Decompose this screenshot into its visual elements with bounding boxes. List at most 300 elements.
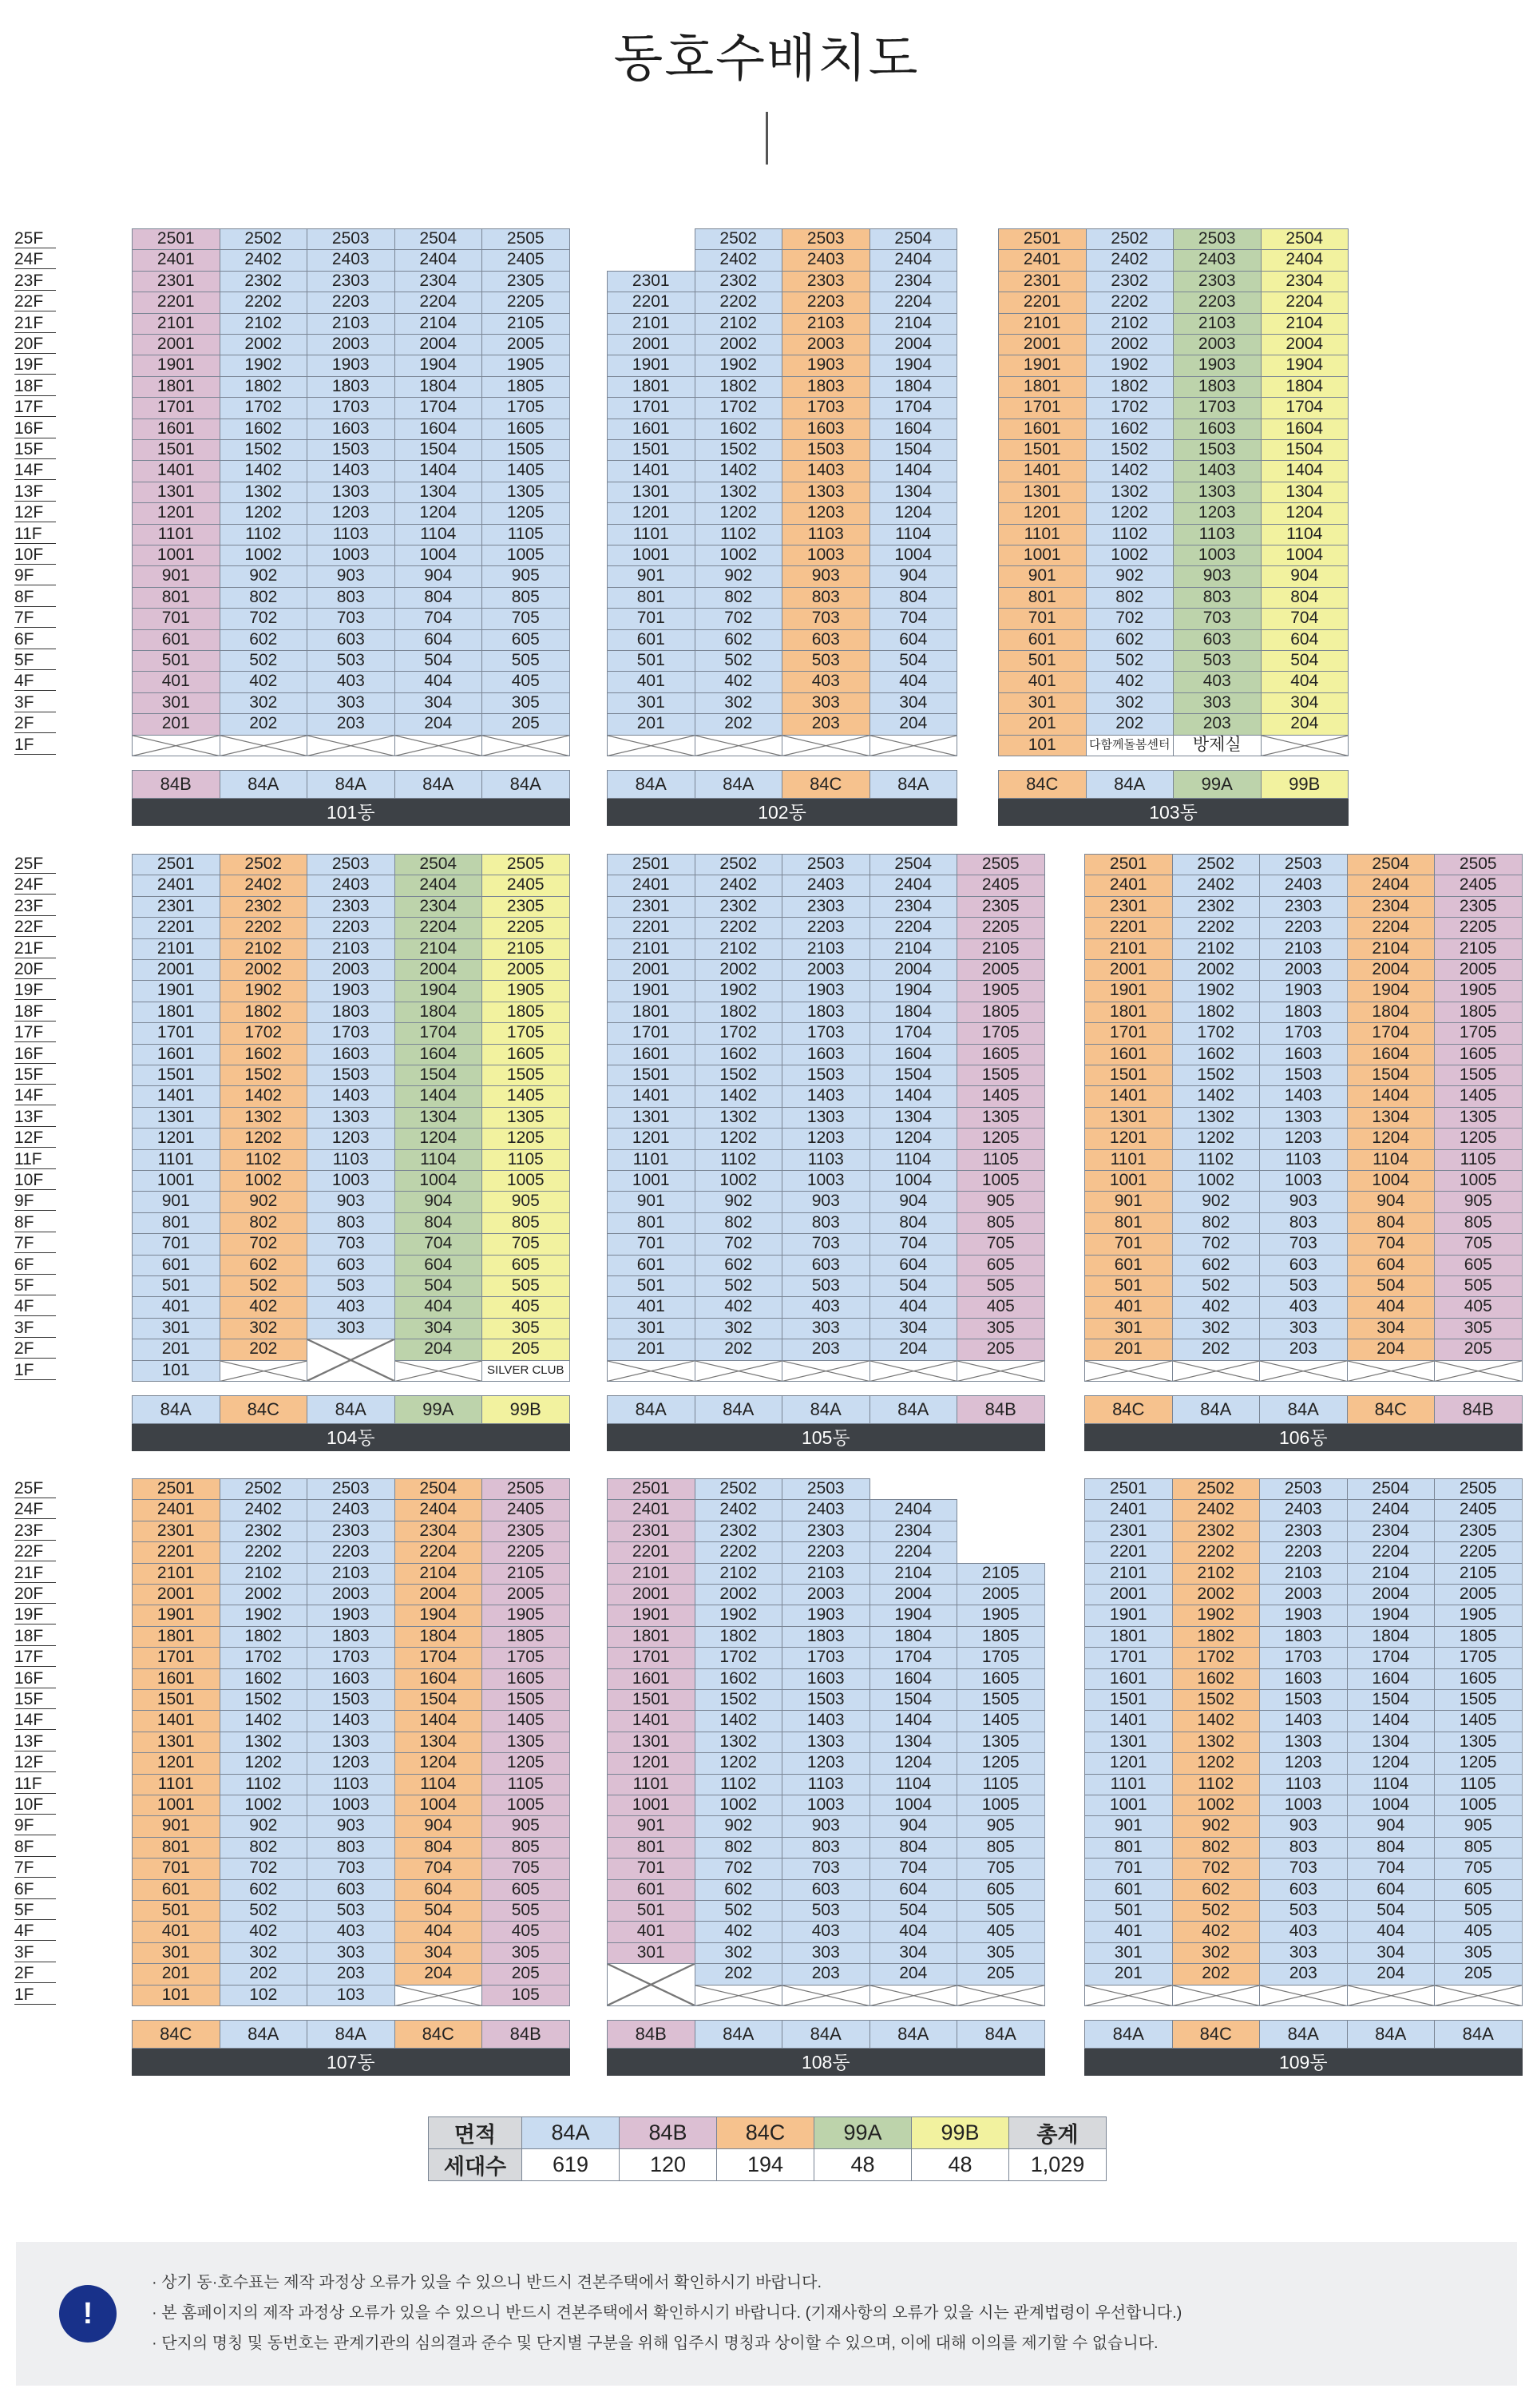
unit-cell: 303 [1259, 1942, 1348, 1964]
unit-cell: 2205 [481, 917, 570, 938]
building-name-label: 104동 [132, 1424, 570, 1451]
floor-label: 7F [14, 1858, 56, 1878]
floor-label: 14F [14, 1710, 56, 1730]
unit-cell: 403 [782, 1921, 870, 1942]
unit-cell: 302 [695, 1318, 783, 1339]
unit-cell: 1301 [607, 1107, 695, 1129]
unit-cell: 2505 [957, 854, 1045, 875]
unit-cell: 2405 [1434, 875, 1523, 896]
unit-cell: 1901 [998, 355, 1087, 376]
unit-cell: 2204 [869, 1541, 958, 1563]
unit-cell: 2501 [132, 854, 220, 875]
unit-cell: 1202 [1172, 1752, 1261, 1774]
unit-cell: 1804 [1261, 376, 1349, 398]
unit-cell: 1803 [1259, 1626, 1348, 1648]
unit-cell: 205 [481, 713, 570, 735]
unit-cell: 1305 [957, 1107, 1045, 1129]
unit-cell: 2004 [1261, 334, 1349, 355]
empty-unit-cell [782, 735, 870, 756]
unit-cell: 701 [132, 1233, 220, 1255]
unit-cell: 205 [1434, 1339, 1523, 1360]
unit-cell: 2503 [782, 1478, 870, 1500]
unit-cell: 2301 [998, 271, 1087, 292]
unit-cell: 2205 [481, 1541, 570, 1563]
unit-cell: 2102 [1172, 1563, 1261, 1585]
unit-cell: 605 [481, 1255, 570, 1276]
unit-cell: 1503 [782, 1065, 870, 1086]
unit-cell: 401 [607, 1296, 695, 1318]
unit-cell: 1704 [1347, 1647, 1436, 1668]
unit-cell: 802 [220, 1212, 308, 1234]
unit-cell: 2502 [1086, 228, 1175, 250]
unit-cell: 1103 [1259, 1149, 1348, 1171]
unit-cell: 1602 [695, 1668, 783, 1690]
unit-cell: 2204 [394, 917, 483, 938]
unit-cell: 703 [782, 1233, 870, 1255]
unit-cell: 1303 [782, 1732, 870, 1753]
unit-cell: 603 [1259, 1255, 1348, 1276]
unit-cell: 1802 [1172, 1002, 1261, 1023]
unit-cell: 1201 [132, 502, 220, 524]
facility-cell: 방제실 [1173, 735, 1262, 756]
unit-cell: 901 [132, 1815, 220, 1837]
unit-cell: 803 [307, 587, 395, 609]
unit-cell: 801 [132, 587, 220, 609]
unit-cell: 2001 [607, 1584, 695, 1605]
unit-cell: 1305 [481, 482, 570, 503]
floor-label: 5F [14, 650, 56, 670]
unit-type-cell: 99A [1173, 770, 1262, 799]
floor-label: 21F [14, 313, 56, 333]
unit-cell: 503 [307, 1900, 395, 1922]
unit-count-legend [428, 2116, 1107, 2181]
empty-unit-cell [1172, 1985, 1261, 2006]
floor-label: 16F [14, 1044, 56, 1064]
unit-cell: 1503 [307, 1689, 395, 1711]
unit-cell: 2003 [1173, 334, 1262, 355]
unit-cell: 802 [1086, 587, 1175, 609]
empty-unit-cell [1259, 1985, 1348, 2006]
unit-cell: 903 [782, 1191, 870, 1212]
unit-cell: 1502 [220, 439, 308, 461]
unit-cell: 2304 [1347, 896, 1436, 918]
unit-cell: 2103 [1259, 1563, 1348, 1585]
unit-cell: 1404 [1347, 1710, 1436, 1732]
unit-cell: 1401 [607, 1710, 695, 1732]
unit-cell: 2404 [394, 1499, 483, 1521]
unit-cell: 1703 [1259, 1022, 1348, 1044]
unit-type-cell: 84C [998, 770, 1087, 799]
unit-cell: 404 [1261, 671, 1349, 692]
unit-cell: 1601 [132, 1044, 220, 1065]
unit-cell: 2405 [481, 1499, 570, 1521]
unit-cell: 1102 [220, 1149, 308, 1171]
unit-cell: 503 [782, 650, 870, 672]
unit-cell: 2403 [307, 875, 395, 896]
notice-line: · 본 홈페이지의 제작 과정상 오류가 있을 수 있으니 반드시 견본주택에서 확인하시기 바랍니다. (기재사항의 오류가 있을 시는 관계법령이 우선합니다.) [152, 2304, 1182, 2322]
floor-label: 24F [14, 1499, 56, 1519]
unit-cell: 304 [1261, 692, 1349, 714]
unit-cell: 1802 [1172, 1626, 1261, 1648]
unit-cell: 901 [607, 1815, 695, 1837]
unit-cell: 1204 [394, 1128, 483, 1149]
unit-cell: 504 [394, 1275, 483, 1297]
unit-cell: 503 [307, 650, 395, 672]
unit-cell: 902 [220, 1191, 308, 1212]
unit-cell: 701 [1084, 1233, 1173, 1255]
unit-cell: 1401 [607, 460, 695, 482]
unit-cell: 602 [220, 1879, 308, 1901]
unit-cell: 1405 [1434, 1710, 1523, 1732]
unit-cell: 301 [607, 1942, 695, 1964]
unit-cell: 1602 [695, 1044, 783, 1065]
empty-unit-cell [695, 1360, 783, 1382]
unit-cell: 703 [782, 1858, 870, 1879]
unit-cell: 1905 [957, 1605, 1045, 1626]
unit-cell: 405 [481, 1921, 570, 1942]
unit-cell: 803 [1259, 1837, 1348, 1859]
unit-cell: 704 [869, 1858, 958, 1879]
unit-cell: 2004 [1347, 959, 1436, 981]
unit-cell: 1701 [132, 1647, 220, 1668]
unit-cell: 2403 [782, 1499, 870, 1521]
unit-cell: 1703 [1173, 397, 1262, 419]
unit-cell: 1903 [782, 355, 870, 376]
unit-cell: 201 [132, 713, 220, 735]
floor-label: 24F [14, 875, 56, 895]
empty-unit-cell [220, 1360, 308, 1382]
unit-cell: 2302 [1172, 896, 1261, 918]
floor-label: 9F [14, 565, 56, 585]
unit-cell: 2002 [1086, 334, 1175, 355]
unit-cell: 1504 [1347, 1065, 1436, 1086]
unit-cell: 1802 [695, 376, 783, 398]
unit-cell: 1405 [957, 1710, 1045, 1732]
unit-cell: 1404 [1347, 1085, 1436, 1107]
unit-cell: 2201 [998, 292, 1087, 313]
unit-cell: 805 [481, 587, 570, 609]
unit-cell: 604 [869, 1879, 958, 1901]
unit-cell: 2205 [481, 292, 570, 313]
unit-cell: 1402 [1172, 1085, 1261, 1107]
empty-unit-cell [1347, 1985, 1436, 2006]
unit-cell: 1803 [782, 1002, 870, 1023]
unit-cell: 1802 [695, 1002, 783, 1023]
unit-type-cell: 84A [607, 1395, 695, 1424]
unit-cell: 1005 [957, 1795, 1045, 1816]
empty-unit-cell [1434, 1360, 1523, 1382]
unit-cell: 2103 [307, 1563, 395, 1585]
unit-cell: 2505 [481, 228, 570, 250]
unit-cell: 705 [481, 608, 570, 629]
empty-unit-cell [607, 735, 695, 756]
floor-label: 19F [14, 355, 56, 375]
unit-cell: 2405 [1434, 1499, 1523, 1521]
unit-cell: 603 [307, 1879, 395, 1901]
floor-label: 4F [14, 1921, 56, 1941]
unit-cell: 1804 [869, 376, 958, 398]
unit-cell: 1104 [394, 1149, 483, 1171]
unit-cell: 1604 [869, 419, 958, 440]
unit-cell: 1002 [1086, 545, 1175, 566]
unit-cell: 304 [869, 1318, 958, 1339]
unit-cell: 1202 [695, 1752, 783, 1774]
unit-cell: 1105 [957, 1774, 1045, 1795]
unit-cell: 1102 [220, 524, 308, 545]
unit-cell: 1304 [869, 482, 958, 503]
unit-cell: 901 [132, 565, 220, 587]
unit-cell: 904 [394, 565, 483, 587]
unit-cell: 1903 [1173, 355, 1262, 376]
unit-cell: 1302 [1086, 482, 1175, 503]
unit-cell: 205 [481, 1963, 570, 1985]
unit-cell: 204 [394, 1963, 483, 1985]
unit-cell: 1903 [1259, 980, 1348, 1002]
unit-cell: 2203 [1259, 1541, 1348, 1563]
unit-cell: 103 [307, 1985, 395, 2006]
unit-cell: 304 [1347, 1318, 1436, 1339]
unit-cell: 2302 [1172, 1521, 1261, 1542]
unit-cell: 1505 [481, 439, 570, 461]
empty-unit-cell [307, 1339, 395, 1382]
floor-label: 2F [14, 713, 56, 733]
unit-cell: 401 [132, 1296, 220, 1318]
empty-unit-cell [394, 1360, 483, 1382]
unit-cell: 1502 [1172, 1065, 1261, 1086]
unit-cell: 2303 [307, 896, 395, 918]
unit-cell: 2504 [1347, 854, 1436, 875]
unit-cell: 1801 [607, 1626, 695, 1648]
unit-cell: 802 [1172, 1837, 1261, 1859]
unit-cell: 704 [1347, 1233, 1436, 1255]
unit-cell: 2304 [869, 271, 958, 292]
unit-cell: 602 [220, 1255, 308, 1276]
unit-cell: 1504 [1261, 439, 1349, 461]
unit-cell: 205 [481, 1339, 570, 1360]
unit-cell: 2101 [607, 1563, 695, 1585]
unit-cell: 1002 [1172, 1795, 1261, 1816]
unit-cell: 1101 [132, 1149, 220, 1171]
unit-cell: 603 [307, 1255, 395, 1276]
unit-cell: 1102 [220, 1774, 308, 1795]
unit-cell: 1402 [220, 1710, 308, 1732]
unit-cell: 1503 [782, 439, 870, 461]
unit-cell: 1703 [307, 397, 395, 419]
unit-cell: 2205 [1434, 917, 1523, 938]
unit-cell: 2105 [481, 938, 570, 960]
unit-type-cell: 84C [782, 770, 870, 799]
floor-label: 13F [14, 482, 56, 502]
floor-label: 12F [14, 1752, 56, 1772]
unit-cell: 1201 [607, 502, 695, 524]
unit-cell: 1104 [394, 524, 483, 545]
floor-label: 15F [14, 1065, 56, 1085]
unit-cell: 2002 [695, 959, 783, 981]
unit-cell: 801 [607, 1837, 695, 1859]
unit-cell: 703 [782, 608, 870, 629]
unit-cell: 905 [481, 565, 570, 587]
unit-type-cell: 84A [394, 770, 483, 799]
unit-type-cell: 99B [481, 1395, 570, 1424]
unit-cell: 2104 [869, 1563, 958, 1585]
unit-cell: 2304 [394, 271, 483, 292]
unit-cell: 501 [132, 1275, 220, 1297]
unit-cell: 2202 [220, 292, 308, 313]
unit-cell: 503 [782, 1900, 870, 1922]
unit-cell: 1904 [869, 355, 958, 376]
unit-cell: 2003 [1259, 1584, 1348, 1605]
unit-cell: 1204 [1261, 502, 1349, 524]
unit-cell: 1704 [1347, 1022, 1436, 1044]
unit-cell: 1902 [220, 980, 308, 1002]
unit-cell: 902 [220, 565, 308, 587]
unit-cell: 1201 [132, 1128, 220, 1149]
unit-cell: 1704 [394, 397, 483, 419]
unit-cell: 803 [307, 1837, 395, 1859]
unit-cell: 2502 [220, 228, 308, 250]
unit-cell: 1804 [394, 1626, 483, 1648]
unit-cell: 1701 [132, 1022, 220, 1044]
unit-type-cell: 84A [1084, 2020, 1173, 2049]
unit-cell: 1905 [481, 1605, 570, 1626]
unit-cell: 603 [782, 1255, 870, 1276]
unit-cell: 1302 [695, 1732, 783, 1753]
unit-cell: 2205 [1434, 1541, 1523, 1563]
unit-cell: 1603 [1173, 419, 1262, 440]
unit-cell: 404 [1347, 1296, 1436, 1318]
building-name-label: 102동 [607, 799, 957, 826]
empty-unit-cell [394, 735, 483, 756]
unit-cell: 402 [1086, 671, 1175, 692]
unit-cell: 1505 [1434, 1065, 1523, 1086]
unit-cell: 2504 [394, 228, 483, 250]
unit-cell: 1702 [1172, 1022, 1261, 1044]
unit-cell: 2003 [782, 959, 870, 981]
unit-cell: 2001 [607, 334, 695, 355]
unit-cell: 504 [1347, 1275, 1436, 1297]
unit-cell: 201 [132, 1339, 220, 1360]
unit-cell: 2503 [1173, 228, 1262, 250]
unit-cell: 1705 [1434, 1647, 1523, 1668]
unit-cell: 1505 [481, 1689, 570, 1711]
unit-cell: 2302 [695, 1521, 783, 1542]
unit-cell: 503 [1259, 1275, 1348, 1297]
unit-cell: 1001 [607, 1795, 695, 1816]
unit-cell: 2005 [481, 959, 570, 981]
unit-cell: 1702 [695, 1022, 783, 1044]
unit-cell: 1603 [782, 1668, 870, 1690]
unit-cell: 2503 [307, 228, 395, 250]
unit-cell: 1502 [695, 1065, 783, 1086]
floor-label: 13F [14, 1107, 56, 1127]
unit-cell: 1704 [394, 1647, 483, 1668]
unit-cell: 2404 [1347, 875, 1436, 896]
unit-cell: 2303 [782, 1521, 870, 1542]
unit-cell: 2303 [307, 271, 395, 292]
unit-cell: 2502 [220, 854, 308, 875]
unit-cell: 2004 [1347, 1584, 1436, 1605]
unit-cell: 704 [869, 1233, 958, 1255]
unit-cell: 1902 [1086, 355, 1175, 376]
unit-cell: 1901 [607, 980, 695, 1002]
unit-cell: 2304 [1347, 1521, 1436, 1542]
unit-cell: 1603 [782, 419, 870, 440]
unit-cell: 2104 [1347, 938, 1436, 960]
unit-cell: 1702 [1172, 1647, 1261, 1668]
unit-cell: 601 [607, 629, 695, 651]
unit-cell: 1705 [481, 397, 570, 419]
unit-cell: 604 [394, 1255, 483, 1276]
unit-cell: 1801 [1084, 1002, 1173, 1023]
unit-cell: 602 [1172, 1879, 1261, 1901]
unit-cell: 2001 [998, 334, 1087, 355]
unit-cell: 1104 [394, 1774, 483, 1795]
unit-cell: 1903 [1259, 1605, 1348, 1626]
exclamation-icon: ! [59, 2285, 117, 2343]
unit-cell: 602 [695, 1255, 783, 1276]
unit-cell: 903 [307, 1815, 395, 1837]
unit-cell: 402 [220, 1921, 308, 1942]
floor-label: 1F [14, 735, 56, 755]
unit-cell: 2501 [607, 854, 695, 875]
unit-cell: 703 [1173, 608, 1262, 629]
unit-cell: 1204 [1347, 1752, 1436, 1774]
unit-cell: 1205 [957, 1752, 1045, 1774]
unit-cell: 2005 [1434, 959, 1523, 981]
unit-cell: 904 [394, 1815, 483, 1837]
unit-cell: 1305 [957, 1732, 1045, 1753]
unit-type-cell: 84B [481, 2020, 570, 2049]
title-divider [766, 112, 768, 165]
unit-cell: 205 [957, 1963, 1045, 1985]
unit-cell: 1705 [957, 1022, 1045, 1044]
unit-cell: 602 [220, 629, 308, 651]
floor-label: 11F [14, 524, 56, 544]
unit-cell: 402 [695, 1921, 783, 1942]
unit-cell: 404 [394, 1921, 483, 1942]
floor-label: 19F [14, 980, 56, 1000]
unit-cell: 2203 [307, 1541, 395, 1563]
unit-cell: 505 [1434, 1275, 1523, 1297]
unit-cell: 2504 [1347, 1478, 1436, 1500]
unit-cell: 903 [782, 565, 870, 587]
unit-cell: 2102 [220, 938, 308, 960]
unit-cell: 202 [220, 1963, 308, 1985]
unit-cell: 1404 [869, 460, 958, 482]
unit-cell: 1905 [481, 980, 570, 1002]
unit-type-cell: 84A [307, 2020, 395, 2049]
unit-cell: 1803 [782, 376, 870, 398]
unit-cell: 505 [481, 650, 570, 672]
unit-cell: 802 [1172, 1212, 1261, 1234]
unit-cell: 601 [132, 1879, 220, 1901]
floor-label: 7F [14, 1233, 56, 1253]
unit-cell: 2304 [394, 1521, 483, 1542]
unit-cell: 201 [998, 713, 1087, 735]
unit-cell: 2202 [1172, 1541, 1261, 1563]
unit-cell: 1901 [132, 980, 220, 1002]
unit-cell: 1502 [1172, 1689, 1261, 1711]
unit-cell: 1801 [132, 376, 220, 398]
unit-cell: 2303 [782, 271, 870, 292]
unit-cell: 1204 [869, 502, 958, 524]
unit-cell: 1703 [782, 1022, 870, 1044]
unit-cell: 1205 [481, 502, 570, 524]
unit-cell: 2201 [132, 917, 220, 938]
unit-type-cell: 84A [869, 1395, 958, 1424]
unit-cell: 902 [695, 1191, 783, 1212]
unit-cell: 901 [1084, 1815, 1173, 1837]
